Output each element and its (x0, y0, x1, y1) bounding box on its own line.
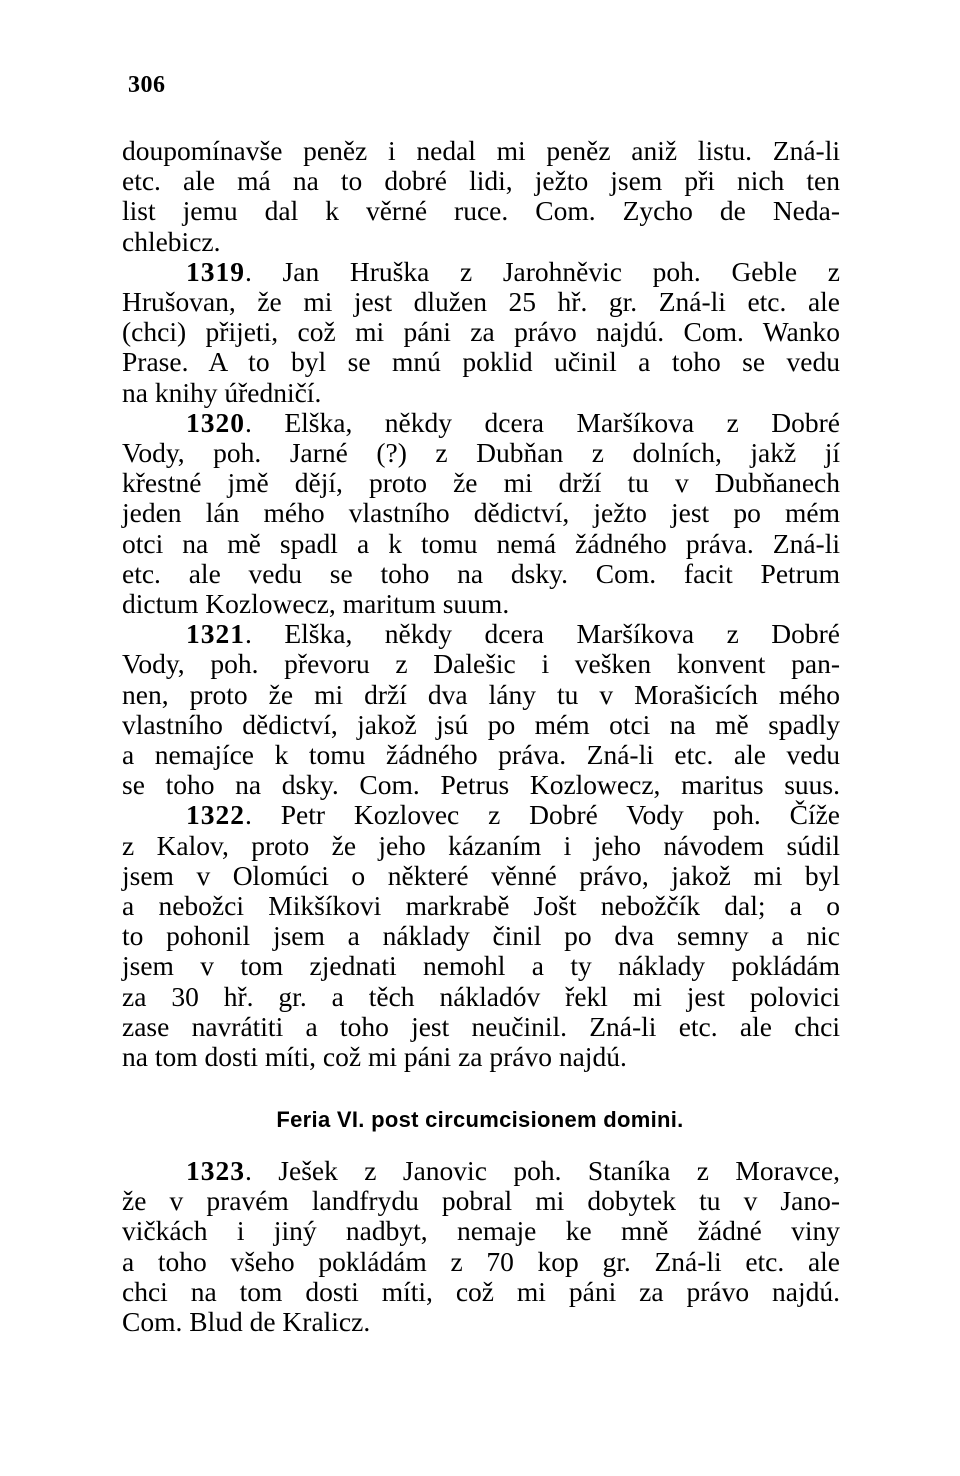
page-number: 306 (128, 72, 166, 98)
text-line (122, 378, 840, 408)
line-text: etc. ale má na to dobré lidi, ježto jsem při nich ten (122, 165, 840, 197)
line-text: jsem v tom zjednati nemohl a ty náklady pokládám (122, 950, 840, 982)
text-line (122, 287, 840, 317)
entry-number: 1321 (186, 618, 245, 650)
line-text: . Elška, někdy dcera Maršíkova z Dobré (245, 618, 840, 650)
text-line (122, 166, 840, 196)
line-text: zase navrátiti a toho jest neučinil. Zná-li etc. ale chci (122, 1010, 840, 1042)
text-line (122, 529, 840, 559)
line-text: a nebožci Mikšíkovi markrabě Jošt nebožčík dal; a o (122, 890, 840, 922)
entry-number: 1319 (186, 255, 245, 287)
line-text: a nemajíce k tomu žádného práva. Zná-li etc. ale vedu (122, 739, 840, 771)
line-text: nen, proto že mi drží dva lány tu v Morašicích mého (122, 678, 840, 710)
text-line (122, 1012, 840, 1042)
text-line (122, 498, 840, 528)
line-text: dictum Kozlowecz, maritum suum. (122, 588, 510, 620)
text-line (122, 196, 840, 226)
line-text: Vody, poh. Jarné (?) z Dubňan z dolních, jakž jí (122, 437, 840, 469)
line-text: na tom dosti míti, což mi páni za právo najdú. (122, 1041, 627, 1073)
line-text: se toho na dsky. Com. Petrus Kozlowecz, maritus suus. (122, 769, 840, 801)
text-line (122, 1216, 840, 1246)
line-text: (chci) přijeti, což mi páni za právo najdú. Com. Wanko (122, 316, 840, 348)
line-text: . Petr Kozlovec z Dobré Vody poh. Číže (245, 799, 840, 831)
text-line (122, 861, 840, 891)
line-text: že v pravém landfrydu pobral mi dobytek tu v Jano- (122, 1185, 840, 1217)
line-text: otci na mě spadl a k tomu nemá žádného práva. Zná-li (122, 527, 840, 559)
line-text: chci na tom dosti míti, což mi páni za právo najdú. (122, 1275, 840, 1307)
entry-first-line (122, 1156, 840, 1186)
line-text: doupomínavše peněz i nedal mi peněz aniž listu. Zná-li (122, 135, 840, 166)
entry-first-line (122, 257, 840, 287)
text-line (122, 559, 840, 589)
text-line (122, 951, 840, 981)
text-line (122, 770, 840, 800)
entry-number: 1320 (186, 406, 245, 438)
text-line (122, 317, 840, 347)
entry-first-line (122, 408, 840, 438)
line-text: křestné jmě dějí, proto že mi drží tu v Dubňanech (122, 467, 840, 499)
line-text: Prase. A to byl se mnú poklid učinil a toho se vedu (122, 346, 840, 378)
text-line (122, 1277, 840, 1307)
text-line (122, 1042, 840, 1072)
line-text: a toho všeho pokládám z 70 kop gr. Zná-li etc. ale (122, 1245, 840, 1277)
line-text: etc. ale vedu se toho na dsky. Com. facit Petrum (122, 557, 840, 589)
line-text: vlastního dědictví, jakož jsú po mém otci na mě spadly (122, 708, 840, 740)
text-line (122, 468, 840, 498)
entry-number: 1323 (186, 1155, 245, 1186)
text-line (122, 1247, 840, 1277)
text-line (122, 740, 840, 770)
line-text: . Ješek z Janovic poh. Staníka z Moravce, (245, 1155, 840, 1186)
text-line (122, 1186, 840, 1216)
text-line (122, 649, 840, 679)
text-line (122, 227, 840, 257)
entry-number: 1322 (186, 799, 245, 831)
line-text: list jemu dal k věrné ruce. Com. Zycho de Neda- (122, 195, 840, 227)
entry-first-line (122, 619, 840, 649)
line-text: . Elška, někdy dcera Maršíkova z Dobré (245, 406, 840, 438)
line-text: jeden lán mého vlastního dědictví, ježto jest po mém (122, 497, 840, 529)
text-line (122, 136, 840, 166)
text-line (122, 680, 840, 710)
text-line (122, 589, 840, 619)
text-line (122, 891, 840, 921)
line-text: to pohonil jsem a náklady činil po dva semny a nic (122, 920, 840, 952)
line-text: z Kalov, proto že jeho kázaním i jeho návodem súdil (122, 829, 840, 861)
line-text: Hrušovan, že mi jest dlužen 25 hř. gr. Zná-li etc. ale (122, 286, 840, 318)
text-line (122, 438, 840, 468)
text-line (122, 710, 840, 740)
text-line (122, 831, 840, 861)
line-text: na knihy úředničí. (122, 376, 322, 408)
line-text: za 30 hř. gr. a těch nákladóv řekl mi jest polovici (122, 980, 840, 1012)
text-line (122, 921, 840, 951)
text-line (122, 347, 840, 377)
entry-first-line (122, 800, 840, 830)
line-text: Vody, poh. převoru z Dalešic i vešken konvent pan- (122, 648, 840, 680)
line-text: Com. Blud de Kralicz. (122, 1306, 371, 1338)
section-heading: Feria VI. post circumcisionem domini. (276, 1107, 684, 1132)
second-text-block (122, 1156, 840, 1337)
line-text: chlebicz. (122, 225, 221, 257)
text-line (122, 1307, 840, 1337)
line-text: jsem v Olomúci o některé věnné právo, jakož mi byl (122, 859, 840, 891)
text-line (122, 982, 840, 1012)
line-text: vičkách i jiný nadbyt, nemaje ke mně žádné viny (122, 1215, 840, 1247)
line-text: . Jan Hruška z Jarohněvic poh. Geble z (245, 255, 840, 287)
main-text-block (122, 136, 840, 1072)
